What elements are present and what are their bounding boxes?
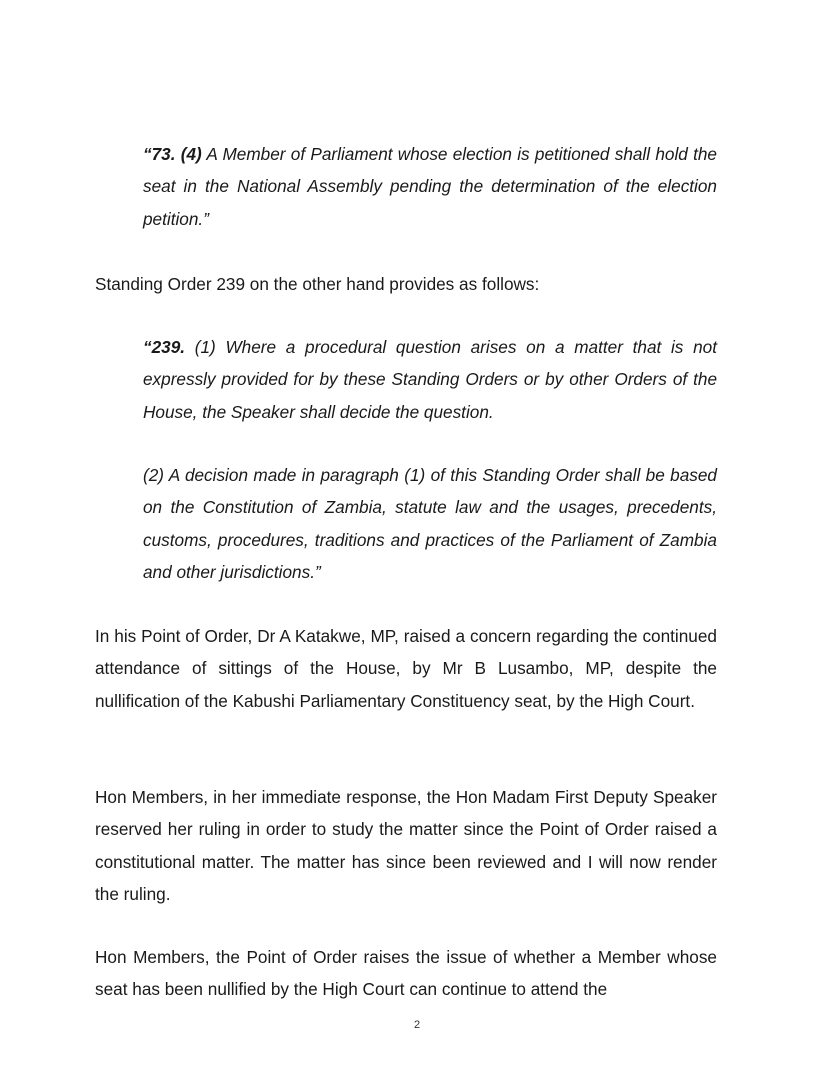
quote-lead: “73. (4)	[143, 144, 202, 164]
body-paragraph-point-of-order: In his Point of Order, Dr A Katakwe, MP, raised a concern regarding the continued attendance of sittings of the House, by Mr B Lusambo, MP, despite the nullification of the Kabushi Parliamentary Constituency seat, by the High Court.	[95, 626, 717, 711]
quote-lead: “239.	[143, 337, 186, 357]
quote-text: (1) Where a procedural question arises on a matter that is not expressly provided for by these Standing Orders or by other Orders of the House, the Speaker shall decide the question.	[143, 337, 717, 422]
page-number: 2	[413, 1019, 421, 1031]
quote-article-73-4	[143, 138, 717, 235]
body-paragraph-standing-order-intro: Standing Order 239 on the other hand provides as follows:	[95, 274, 540, 294]
quote-standing-order-239-2: (2) A decision made in paragraph (1) of this Standing Order shall be based on the Constitution of Zambia, statute law and the usages, precedents, customs, procedures, traditions and practices of the Parliament of Zambia and other jurisdictions.”	[143, 465, 717, 582]
quote-standing-order-239-1	[143, 331, 717, 428]
body-paragraph-issue: Hon Members, the Point of Order raises the issue of whether a Member whose seat has been nullified by the High Court can continue to attend the	[95, 947, 717, 1000]
body-paragraph-deputy-speaker-response: Hon Members, in her immediate response, the Hon Madam First Deputy Speaker reserved her ruling in order to study the matter since the Point of Order raised a constitutional matter. The matter has since been reviewed and I will now render the ruling.	[95, 787, 717, 904]
quote-text: A Member of Parliament whose election is petitioned shall hold the seat in the National Assembly pending the determination of the election petition.”	[143, 144, 717, 229]
